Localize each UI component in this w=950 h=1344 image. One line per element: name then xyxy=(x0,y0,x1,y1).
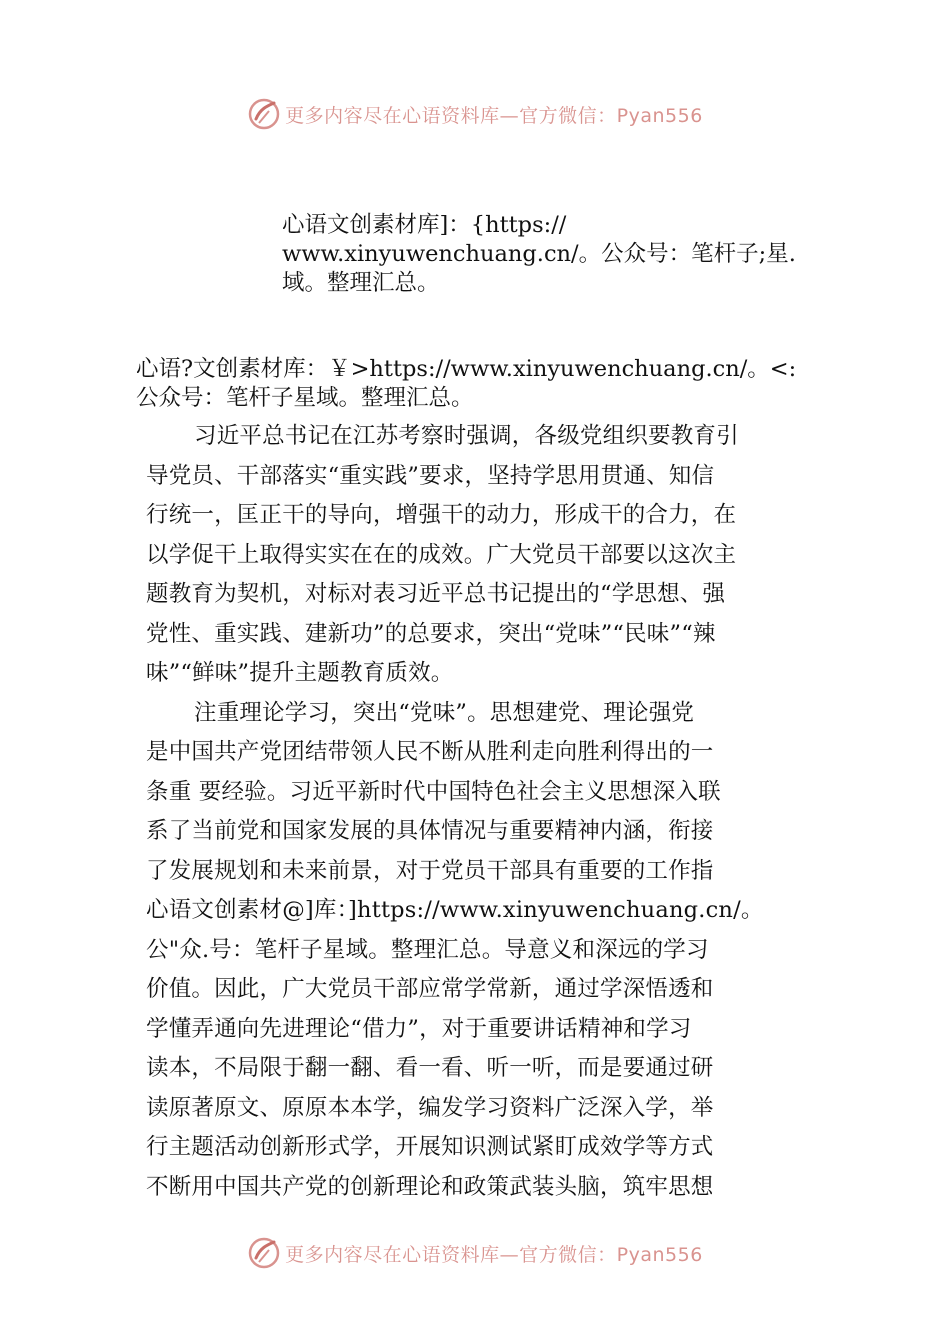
watermark-label: 更多内容尽在心语资料库—官方微信： xyxy=(285,1243,617,1266)
body-line: 了发展规划和未来前景，对于党员干部具有重要的工作指 xyxy=(146,857,714,884)
body-line: 注重理论学习，突出“党味”。思想建党、理论强党 xyxy=(194,699,695,726)
body-line: 导党员、干部落实“重实践”要求，坚持学思用贯通、知信 xyxy=(146,462,715,489)
watermark-text xyxy=(285,101,703,128)
body-line: 行主题活动创新形式学，开展知识测试紧盯成效学等方式 xyxy=(146,1134,714,1160)
intro-line: www.xinyuwenchuang.cn/。公众号：笔杆子;星. xyxy=(282,241,796,267)
watermark-text xyxy=(285,1240,703,1267)
footer-watermark xyxy=(0,1233,950,1273)
brush-seal-icon xyxy=(247,1236,281,1270)
body-line: 党性、重实践、建新功”的总要求，突出“党味”“民味”“辣 xyxy=(146,620,716,647)
body-line: 公"众.号：笔杆子星域。整理汇总。导意义和深远的学习 xyxy=(146,936,709,963)
brush-seal-icon xyxy=(247,97,281,131)
note-line: 公众号：笔杆子星域。整理汇总。 xyxy=(136,385,474,411)
body-line: 味”“鲜味”提升主题教育质效。 xyxy=(146,660,454,686)
body-line: 读本，不局限于翻一翻、看一看、听一听，而是要通过研 xyxy=(146,1055,714,1081)
body-line: 题教育为契机，对标对表习近平总书记提出的“学思想、强 xyxy=(146,581,726,607)
article-body xyxy=(146,417,764,1207)
source-note xyxy=(136,355,796,413)
body-line: 不断用中国共产党的创新理论和政策武装头脑，筑牢思想 xyxy=(146,1173,714,1200)
header-watermark xyxy=(0,94,950,134)
body-line: 行统一，匡正干的导向，增强干的动力，形成干的合力，在 xyxy=(146,502,737,528)
watermark-wechat-id: Pyan556 xyxy=(616,1243,703,1266)
body-line: 系了当前党和国家发展的具体情况与重要精神内涵，衔接 xyxy=(146,818,714,844)
body-line: 以学促干上取得实实在在的成效。广大党员干部要以这次主 xyxy=(146,541,737,568)
intro-line: 心语文创素材库]：{https:// xyxy=(282,212,567,238)
body-line: 习近平总书记在江苏考察时强调，各级党组织要教育引 xyxy=(194,423,739,449)
body-line: 心语文创素材@]库：]https://www.xinyuwenchuang.cn/。 xyxy=(146,897,764,923)
watermark-wechat-id: Pyan556 xyxy=(616,104,703,127)
intro-paragraph xyxy=(282,211,796,298)
body-line: 读原著原文、原原本本学，编发学习资料广泛深入学，举 xyxy=(146,1094,714,1121)
body-line: 价值。因此，广大党员干部应常学常新，通过学深悟透和 xyxy=(146,976,714,1002)
note-line: 心语?文创素材库：￥>https://www.xinyuwenchuang.cn/。<: xyxy=(136,356,797,382)
intro-line: 域。整理汇总。 xyxy=(282,270,440,296)
body-line: 条重 要经验。习近平新时代中国特色社会主义思想深入联 xyxy=(146,778,721,805)
body-line: 是中国共产党团结带领人民不断从胜利走向胜利得出的一 xyxy=(146,739,714,765)
body-line: 学懂弄通向先进理论“借力”，对于重要讲话精神和学习 xyxy=(146,1015,692,1042)
watermark-label: 更多内容尽在心语资料库—官方微信： xyxy=(285,104,617,127)
